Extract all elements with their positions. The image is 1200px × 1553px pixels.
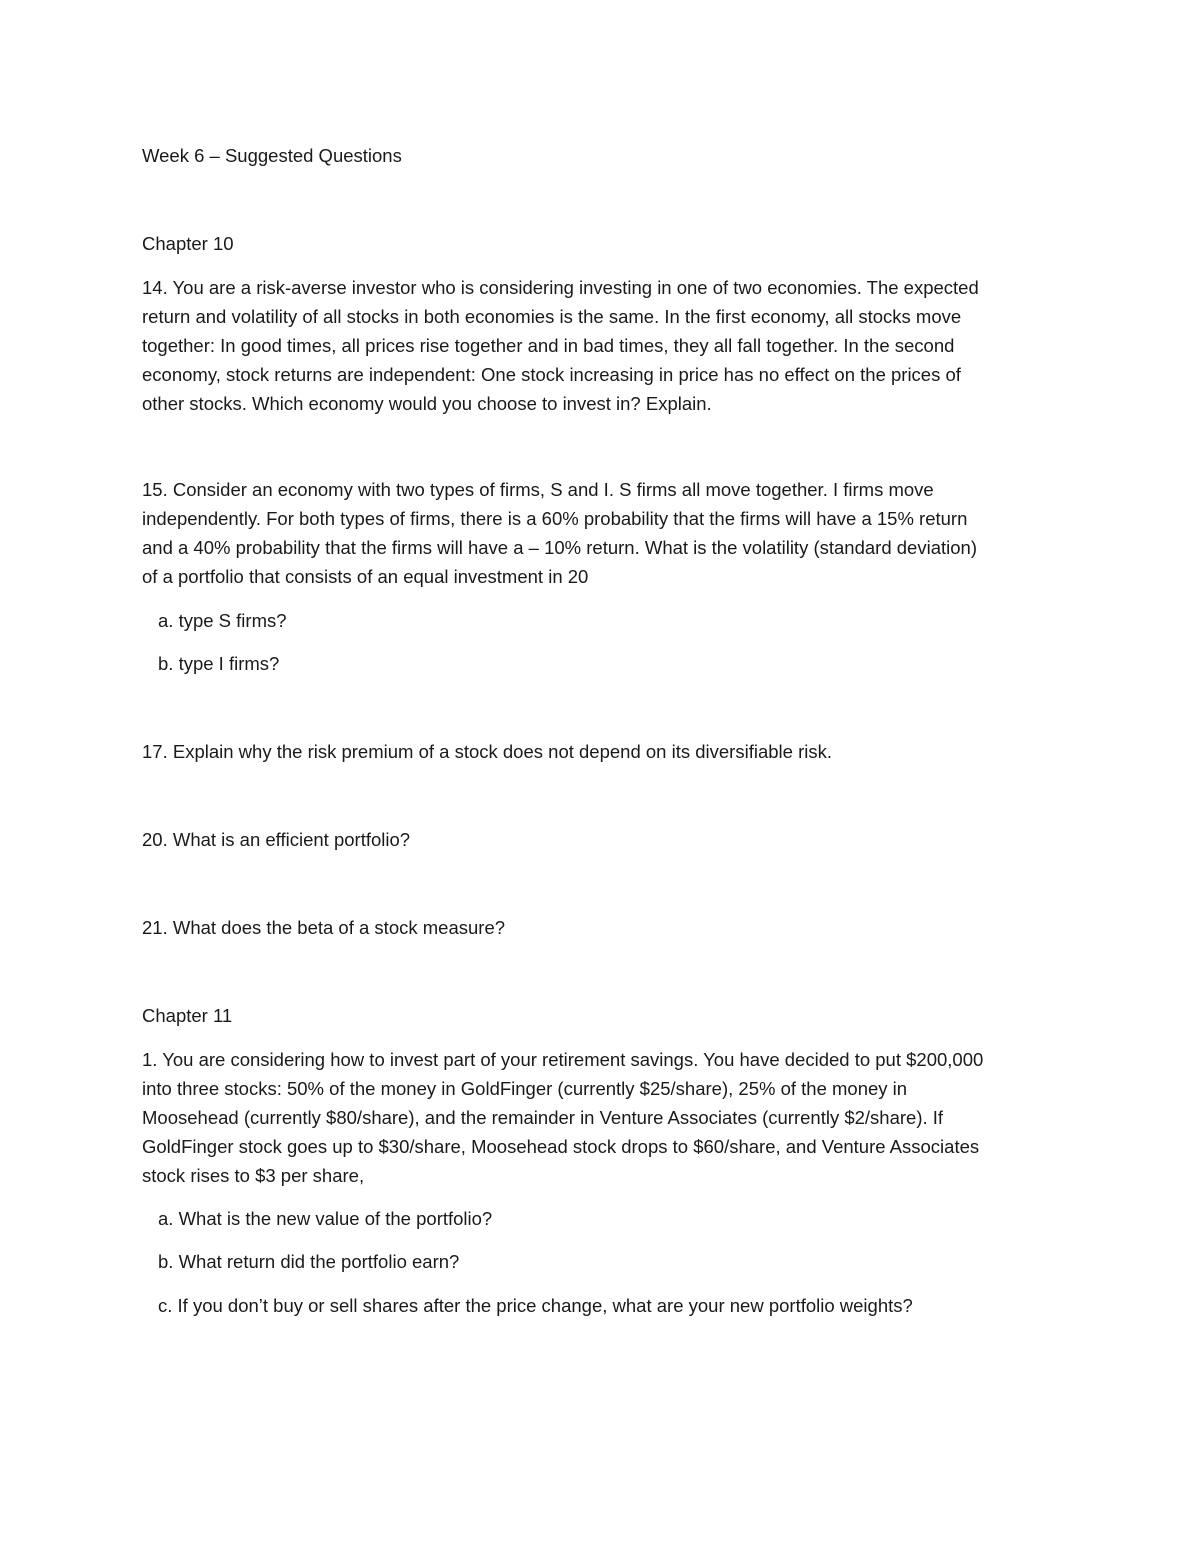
question-1 — [142, 1045, 1062, 1190]
question-15 — [142, 475, 1062, 591]
question-1-line: Moosehead (currently $80/share), and the remainder in Venture Associates (currently $2/share). If — [142, 1107, 944, 1128]
question-14-line: return and volatility of all stocks in both economies is the same. In the first economy, all stocks move — [142, 306, 962, 327]
question-15-line: independently. For both types of firms, there is a 60% probability that the firms will have a 15% return — [142, 508, 968, 529]
question-21: 21. What does the beta of a stock measure? — [142, 917, 506, 938]
question-1-line: GoldFinger stock goes up to $30/share, Moosehead stock drops to $60/share, and Venture Associates — [142, 1136, 980, 1157]
question-15-part-a: a. type S firms? — [158, 610, 287, 631]
question-1-part-b: b. What return did the portfolio earn? — [158, 1251, 460, 1272]
question-15-part-b: b. type I firms? — [158, 653, 280, 674]
question-17: 17. Explain why the risk premium of a stock does not depend on its diversifiable risk. — [142, 741, 832, 762]
question-15-line: and a 40% probability that the firms will have a – 10% return. What is the volatility (standard deviation) — [142, 537, 977, 558]
question-20: 20. What is an efficient portfolio? — [142, 829, 411, 850]
question-14 — [142, 273, 1062, 418]
question-1-line: 1. You are considering how to invest part of your retirement savings. You have decided to put $200,000 — [142, 1049, 984, 1070]
question-14-line: 14. You are a risk-averse investor who is considering investing in one of two economies. The expected — [142, 277, 979, 298]
question-1-line: stock rises to $3 per share, — [142, 1165, 365, 1186]
question-15-line: of a portfolio that consists of an equal investment in 20 — [142, 566, 589, 587]
question-14-line: together: In good times, all prices rise together and in bad times, they all fall together. In the second — [142, 335, 955, 356]
question-14-line: economy, stock returns are independent: One stock increasing in price has no effect on the prices of — [142, 364, 961, 385]
chapter-11-heading: Chapter 11 — [142, 1005, 233, 1026]
question-15-line: 15. Consider an economy with two types of firms, S and I. S firms all move together. I firms move — [142, 479, 934, 500]
question-1-line: into three stocks: 50% of the money in GoldFinger (currently $25/share), 25% of the money in — [142, 1078, 908, 1099]
chapter-10-heading: Chapter 10 — [142, 233, 234, 254]
question-1-part-a: a. What is the new value of the portfolio? — [158, 1208, 493, 1229]
question-1-part-c: c. If you don’t buy or sell shares after the price change, what are your new portfolio weights? — [158, 1295, 913, 1316]
document-title: Week 6 – Suggested Questions — [142, 145, 402, 166]
question-14-line: other stocks. Which economy would you choose to invest in? Explain. — [142, 393, 712, 414]
